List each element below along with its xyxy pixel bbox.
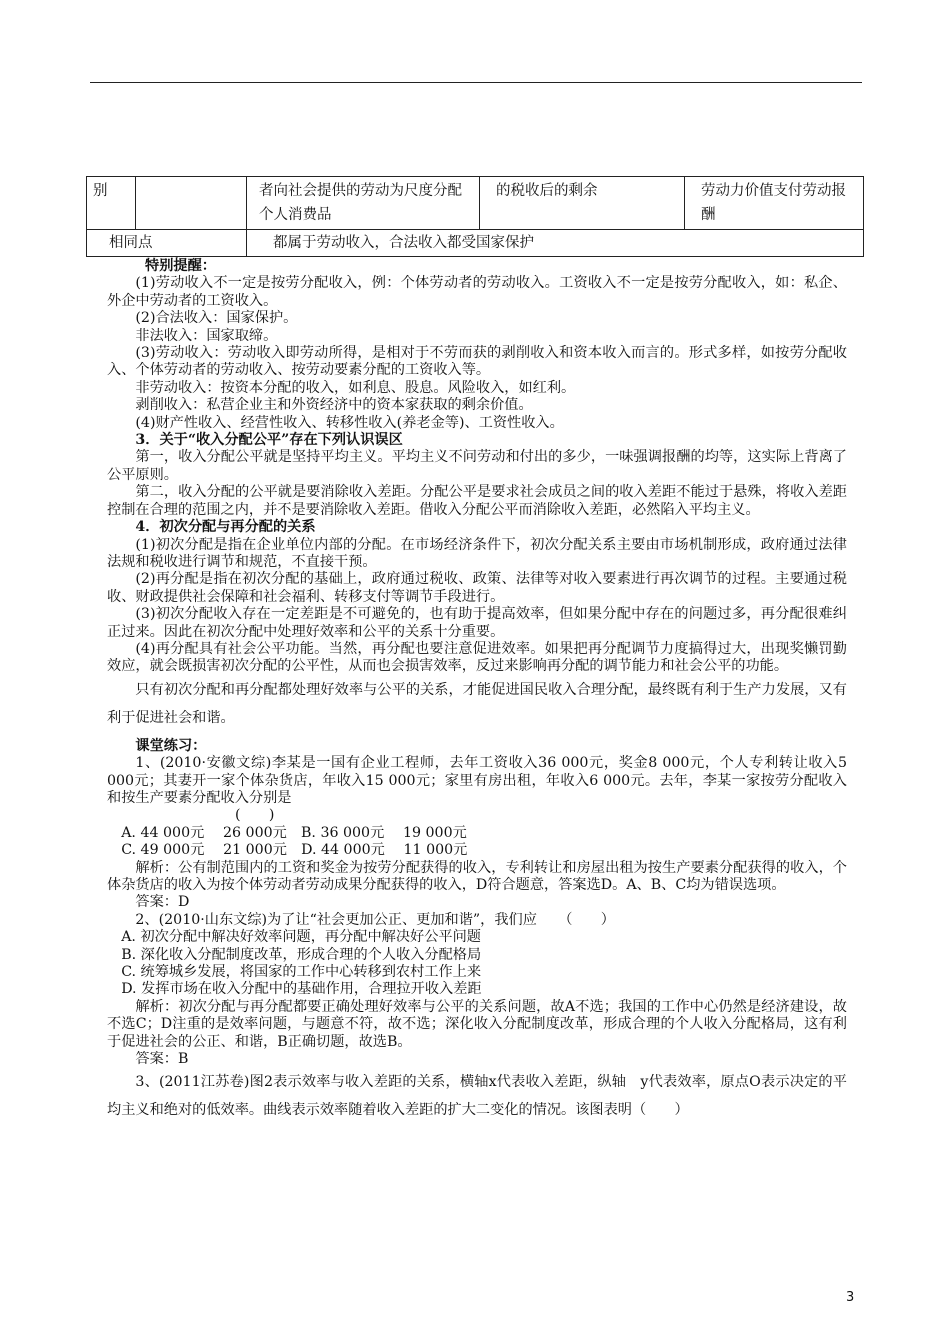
option-line: C. 统筹城乡发展，将国家的工作中心转移到农村工作上来 — [121, 964, 482, 981]
question-1: 1、(2010·安徽文综)李某是一国有企业工程师，去年工资收入36 000元，奖金8 000元，个人专利转让收入5 000元；其妻开一家个体杂货店，年收入15 000元；家里有房出租，年收入6 000元。去年，李某一家按劳分配收入和按生产要素分配收入分别是 — [107, 755, 847, 806]
paragraph: (1)劳动收入不一定是按劳分配收入，例：个体劳动者的劳动收入。工资收入不一定是按劳分配收入，如：私企、外企中劳动者的工资收入。 — [107, 275, 847, 309]
question-2: 2、(2010·山东文综)为了让“社会更加公正、更加和谐”，我们应 （ ） — [135, 911, 615, 928]
paragraph: 非法收入：国家取缔。 — [135, 327, 278, 344]
section-heading: 4．初次分配与再分配的关系 — [135, 519, 316, 536]
answer: 答案：D — [135, 894, 190, 911]
answer: 答案：B — [135, 1051, 189, 1068]
similarity-label: 相同点 — [87, 230, 247, 257]
paragraph: 非劳动收入：按资本分配的收入，如利息、股息。风险收入，如红利。 — [135, 379, 576, 396]
table-cell — [136, 177, 247, 230]
page-number: 3 — [846, 1290, 855, 1305]
tips-heading: 特别提醒： — [145, 258, 216, 274]
paragraph: (3)劳动收入：劳动收入即劳动所得，是相对于不劳而获的剥削收入和资本收入而言的。形式多样，如按劳分配收入、个体劳动者的劳动收入、按劳动要素分配的工资收入等。 — [107, 345, 847, 379]
table-row-similarity — [87, 230, 864, 257]
paragraph: (2)再分配是指在初次分配的基础上，政府通过税收、政策、法律等对收入要素进行再次调节的过程。主要通过税收、财政提供社会保障和社会福利、转移支付等调节手段进行。 — [107, 571, 847, 605]
option-line: A. 44 000元 26 000元 B. 36 000元 19 000元 — [121, 824, 467, 841]
paragraph: (2)合法收入：国家保护。 — [135, 310, 298, 327]
summary-paragraph: 只有初次分配和再分配都处理好效率与公平的关系，才能促进国民收入合理分配，最终既有利于生产力发展，又有利于促进社会和谐。 — [107, 681, 847, 726]
similarity-value: 都属于劳动收入，合法收入都受国家保护 — [247, 230, 864, 257]
header-rule — [90, 82, 862, 83]
paragraph: (3)初次分配收入存在一定差距是不可避免的，也有助于提高效率，但如果分配中存在的问题过多，再分配很难纠正过来。因此在初次分配中处理好效率和公平的关系十分重要。 — [107, 606, 847, 640]
paragraph: (4)财产性收入、经营性收入、转移性收入(养老金等)、工资性收入。 — [135, 414, 564, 431]
section-heading: 3．关于“收入分配公平”存在下列认识误区 — [135, 432, 403, 449]
option-line: D. 发挥市场在收入分配中的基础作用，合理拉开收入差距 — [121, 981, 482, 998]
question-1-blank: ( ) — [235, 807, 275, 824]
practice-heading: 课堂练习： — [135, 737, 207, 754]
paragraph: 第一，收入分配公平就是坚持平均主义。平均主义不问劳动和付出的多少，一味强调报酬的均等，这实际上背离了公平原则。 — [107, 449, 847, 483]
table-cell: 别 — [87, 177, 136, 230]
option-line: B. 深化收入分配制度改革，形成合理的个人收入分配格局 — [121, 946, 482, 963]
option-line: A. 初次分配中解决好效率问题，再分配中解决好公平问题 — [121, 929, 481, 946]
table-cell: 劳动力价值支付劳动报酬 — [685, 177, 864, 230]
paragraph: (4)再分配具有社会公平功能。当然，再分配也要注意促进效率。如果把再分配调节力度搞得过大，出现奖懒罚勤效应，就会既损害初次分配的公平性，从而也会损害效率，反过来影响再分配的调节能力和社会公平的功能。 — [107, 640, 847, 675]
explanation: 解析：初次分配与再分配都要正确处理好效率与公平的关系问题，故A不选；我国的工作中心仍然是经济建设，故不选C；D注重的是效率问题，与题意不符，故不选；深化收入分配制度改革，形成合理的个人收入分配格局，这有利于促进社会的公正、和谐，B正确切题，故选B。 — [107, 998, 847, 1050]
table-row — [87, 177, 864, 230]
table-cell: 的税收后的剩余 — [480, 177, 685, 230]
paragraph: 第二，收入分配的公平就是要消除收入差距。分配公平是要求社会成员之间的收入差距不能过于悬殊，将收入差距控制在合理的范围之内，并不是要消除收入差距。借收入分配公平而消除收入差距，必然陷入平均主义。 — [107, 484, 847, 518]
comparison-table — [86, 176, 864, 257]
table-cell: 者向社会提供的劳动为尺度分配个人消费品 — [247, 177, 480, 230]
option-line: C. 49 000元 21 000元 D. 44 000元 11 000元 — [121, 842, 468, 859]
document-body — [107, 258, 847, 1124]
explanation: 解析：公有制范围内的工资和奖金为按劳分配获得的收入，专利转让和房屋出租为按生产要素分配获得的收入，个体杂货店的收入为按个体劳动者劳动成果分配获得的收入，D符合题意，答案选D。A、B、C均为错误选项。 — [107, 859, 847, 893]
question-3: 3、(2011江苏卷)图2表示效率与收入差距的关系，横轴x代表收入差距，纵轴 y代表效率，原点O表示决定的平均主义和绝对的低效率。曲线表示效率随着收入差距的扩大二变化的情况。该图表明（ ） — [107, 1074, 847, 1119]
paragraph: 剥削收入：私营企业主和外资经济中的资本家获取的剩余价值。 — [135, 397, 533, 414]
paragraph: (1)初次分配是指在企业单位内部的分配。在市场经济条件下，初次分配关系主要由市场机制形成，政府通过法律法规和税收进行调节和规范，不直接干预。 — [107, 536, 847, 570]
